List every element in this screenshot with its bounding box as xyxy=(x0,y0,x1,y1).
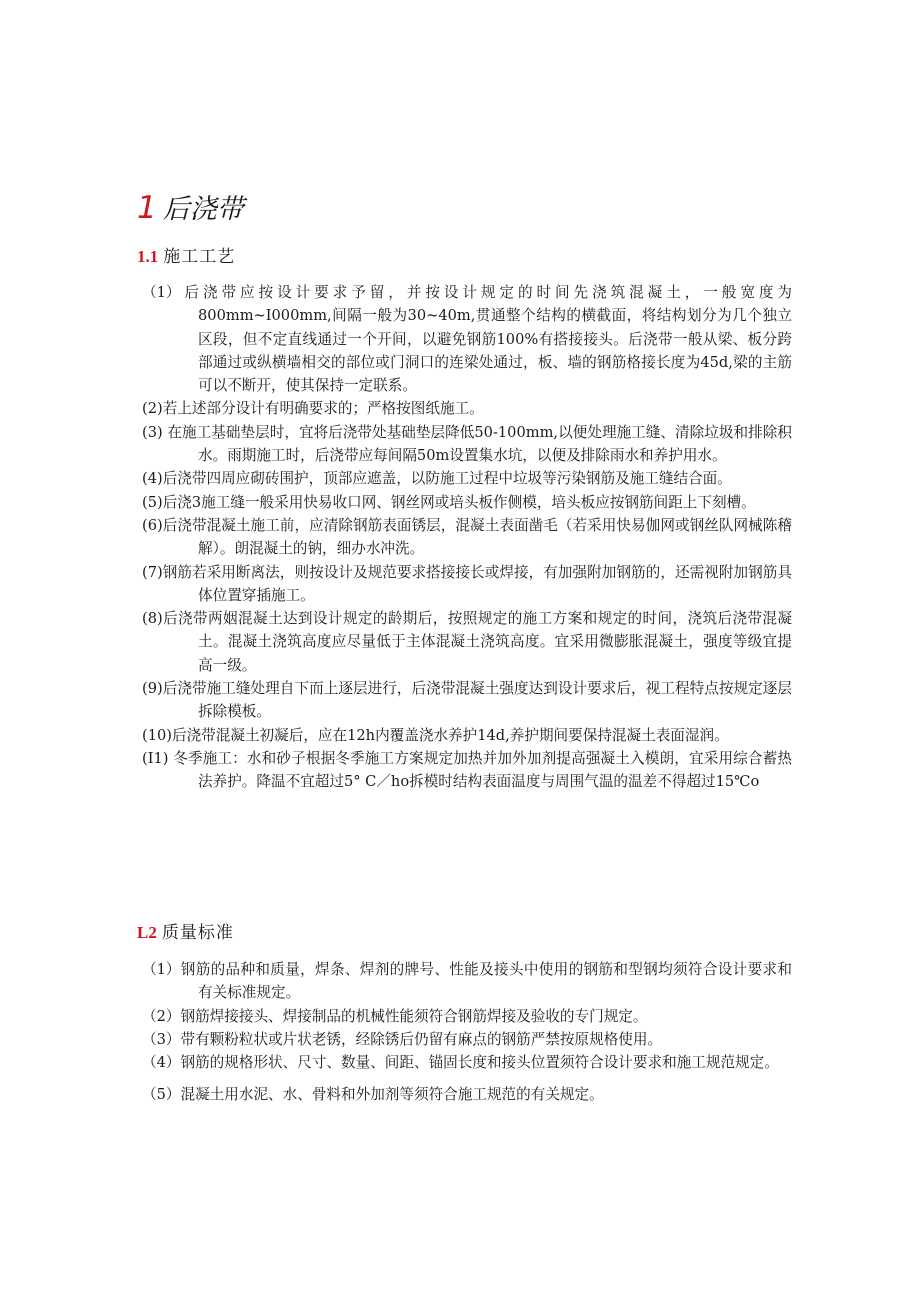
item-text: 后浇带混凝土施工前，应清除钢筋表面锈层，混凝土表面凿毛（若采用快易伽网或钢丝队网械陈稽解）。朗混凝土的钠，细办水冲洗。 xyxy=(162,516,792,558)
chapter-title xyxy=(137,188,244,230)
item-number: (6) xyxy=(142,516,163,534)
item-text: 混凝土用水泥、水、骨料和外加剂等须符合施工规范的有关规定。 xyxy=(180,1086,604,1104)
item-number: （1） xyxy=(142,284,181,301)
item-number: （1） xyxy=(142,961,181,978)
item-text: 钢筋的品种和质量，焊条、焊剂的牌号、性能及接头中使用的钢筋和型钢均须符合设计要求和有关标准规定。 xyxy=(180,961,792,1002)
item-number: (I1) xyxy=(142,749,169,767)
list-item xyxy=(142,958,792,1005)
item-number: (10) xyxy=(142,726,172,744)
list-item xyxy=(142,607,792,677)
item-number: (7) xyxy=(142,563,163,581)
section-number: 1.1 xyxy=(137,247,159,266)
section-heading-1-2 xyxy=(137,921,234,945)
list-item xyxy=(142,677,792,724)
item-text: 后浇带四周应砌砖围护，顶部应遮盖，以防施工过程中垃圾等污染钢筋及施工缝结合面。 xyxy=(162,470,732,488)
item-number: （4） xyxy=(142,1054,181,1072)
item-number: (9) xyxy=(142,680,163,698)
item-text: 在施工基础垫层时，宜将后浇带处基础垫层降低50-100mm,以便处理施工缝、清除垃圾和排除积水。雨期施工时，后浇带应每间隔50m设置集水坑，以便及排除雨水和养护用水。 xyxy=(162,423,792,465)
list-item xyxy=(142,1083,792,1106)
item-text: 钢筋若采用断离法，则按设计及规范要求搭接接长或焊接，有加强附加钢筋的，还需视附加钢筋具体位置穿插施工。 xyxy=(162,563,792,604)
item-number: （5） xyxy=(142,1086,181,1104)
section-heading-1-1 xyxy=(137,245,235,269)
list-item xyxy=(142,1051,792,1074)
list-item xyxy=(142,1028,792,1051)
list-item xyxy=(142,281,792,397)
item-number: （3） xyxy=(142,1030,181,1048)
construction-process-list xyxy=(142,281,792,794)
item-text: 后浇带施工缝处理自下而上逐层进行，后浇带混凝土强度达到设计要求后，视工程特点按规定逐层拆除模板。 xyxy=(162,680,792,721)
list-item xyxy=(142,421,792,468)
item-text: 后浇带两姻混凝土达到设计规定的龄期后，按照规定的施工方案和规定的时间，浇筑后浇带混凝土。混凝土浇筑高度应尽量低于主体混凝土浇筑高度。宜采用微膨胀混凝土，强度等级宜提高一级。 xyxy=(162,610,792,674)
item-text: 冬季施工：水和砂子根据冬季施工方案规定加热并加外加剂提高强凝土入模朗，宜采用综合蓄热法养护。降温不宜超过5° C／ho拆模时结构表面温度与周围气温的温差不得超过15℃o xyxy=(168,749,792,791)
item-number: (4) xyxy=(142,470,163,488)
section-number: L2 xyxy=(137,923,157,942)
section-title: 质量标准 xyxy=(161,923,234,943)
list-item xyxy=(142,747,792,794)
list-item xyxy=(142,1005,792,1028)
item-text: 钢筋焊接接头、焊接制品的机械性能须符合钢筋焊接及验收的专门规定。 xyxy=(180,1007,648,1025)
item-number: (5) xyxy=(142,493,163,511)
item-text: 若上述部分设计有明确要求的；严格按图纸施工。 xyxy=(162,400,484,418)
list-item xyxy=(142,514,792,561)
section-title: 施工工艺 xyxy=(163,247,236,267)
item-text: 带有颗粉粒状或片状老锈，经除锈后仍留有麻点的钢筋严禁按原规格使用。 xyxy=(180,1030,663,1048)
item-number: (2) xyxy=(142,400,163,418)
item-number: (8) xyxy=(142,610,163,628)
item-text: 钢筋的规格形状、尺寸、数量、间距、锚固长度和接头位置须符合设计要求和施工规范规定。 xyxy=(180,1054,779,1072)
list-item xyxy=(142,491,792,514)
list-item xyxy=(142,397,792,420)
item-text: 后浇带混凝土初凝后，应在12h内覆盖浇水养护14d,养护期间要保持混凝土表面湿润。 xyxy=(171,726,729,744)
chapter-number: 1 xyxy=(137,190,157,226)
item-number: (3) xyxy=(142,423,163,441)
item-text: 后浇带应按设计要求予留，并按设计规定的时间先浇筑混凝土，一般宽度为800mm~I000mm,间隔一般为30~40m,贯通整个结构的横截面，将结构划分为几个独立区段，但不定直线通过一个开间，以避免钢筋100%有搭接接头。后浇带一般从梁、板分跨部通过或纵横墙相交的部位或门洞口的连梁处通过，板、墙的钢筋格接长度为45d,梁的主筋可以不断开，使其保持一定联系。 xyxy=(180,284,792,395)
item-text: 后浇3施工缝一般采用快易收口网、钢丝网或培头板作侧模，培头板应按钢筋间距上下刻槽。 xyxy=(162,493,756,511)
quality-standard-list xyxy=(142,958,792,1107)
list-item xyxy=(142,467,792,490)
list-item xyxy=(142,561,792,608)
chapter-title-text: 后浇带 xyxy=(162,194,244,225)
item-number: （2） xyxy=(142,1007,181,1025)
list-item xyxy=(142,724,792,747)
